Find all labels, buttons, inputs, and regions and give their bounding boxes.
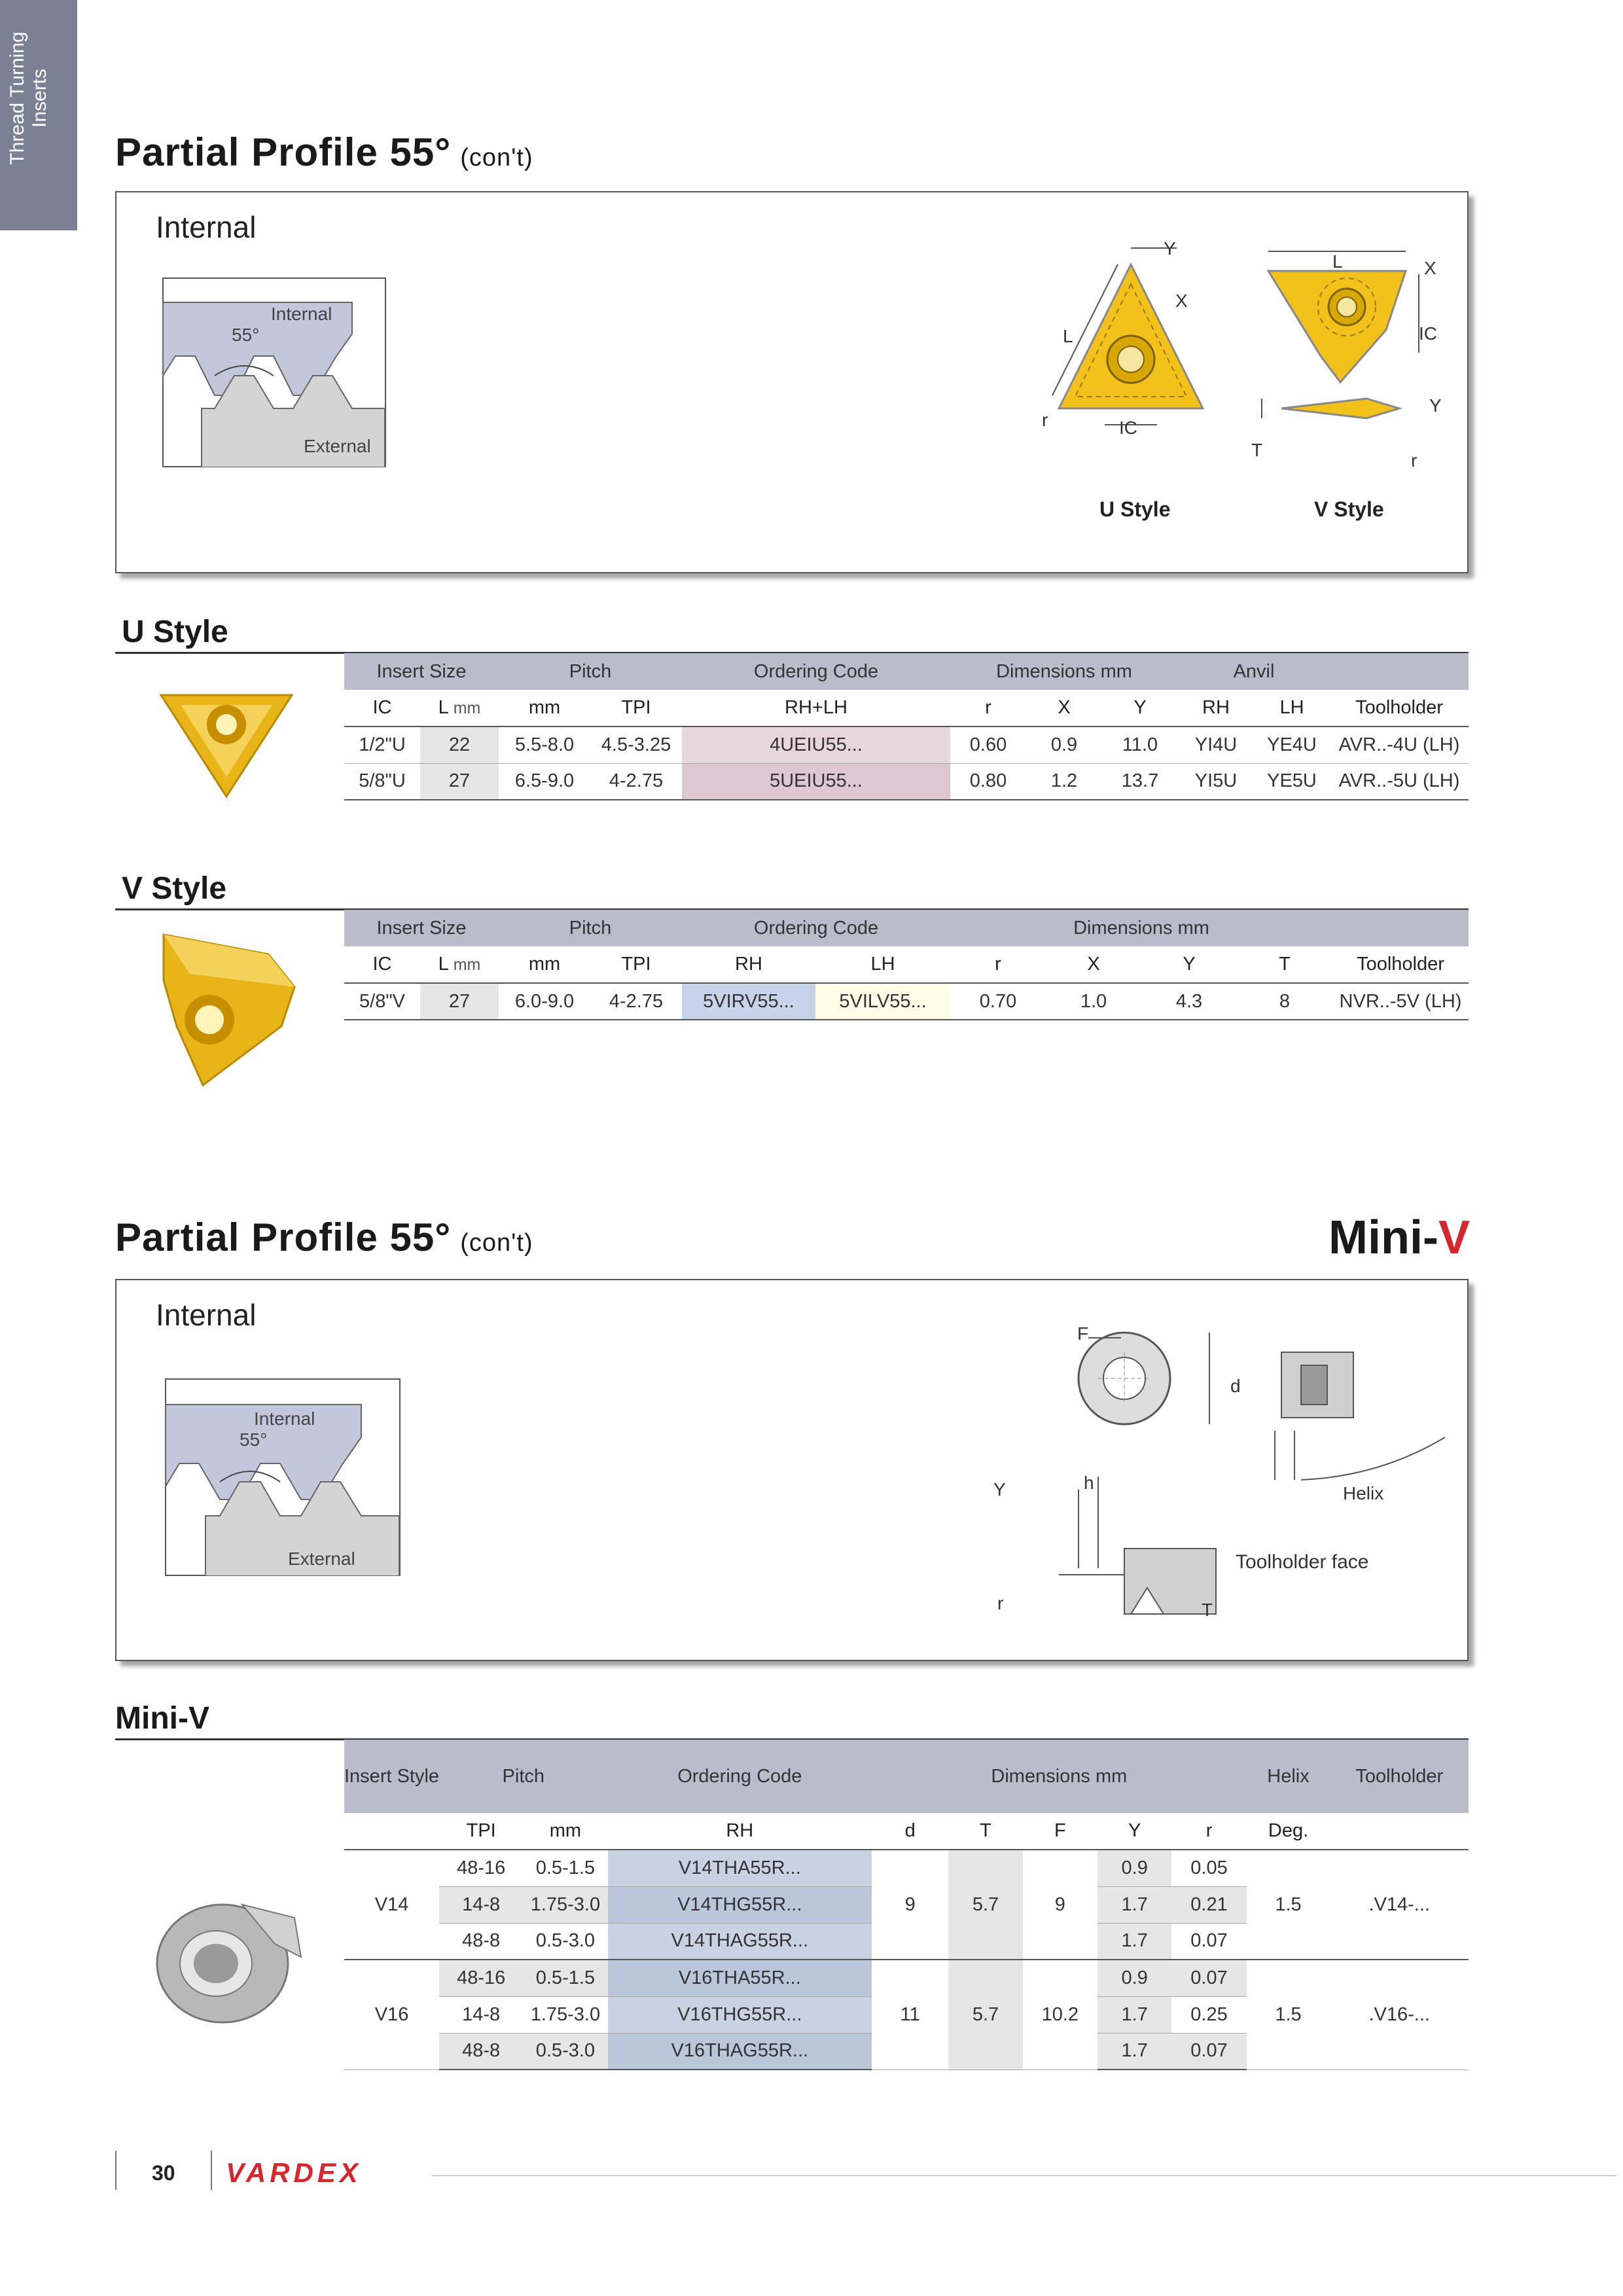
dim-label-h: h [1084,1473,1094,1493]
panel-title-2: Internal [156,1298,257,1332]
mv-hdr-helix: Helix [1247,1740,1330,1813]
v-col-y: Y [1141,946,1237,983]
mini-v-top-view-diagram [1033,1326,1242,1431]
mini-v-heading: Mini-V [115,1701,209,1736]
footer-divider-left [115,2151,116,2190]
u-col-mm: mm [499,690,590,726]
u-hdr-anvil: Anvil [1178,653,1330,690]
v-style-insert-image [151,928,301,1092]
u-style-heading: U Style [122,615,228,649]
table-row: V14 48-16 0.5-1.5 V14THA55R... 9 5.7 9 0.9 0.05 1.5 .V14-... [344,1850,1469,1886]
v-style-table [344,910,1469,1020]
dim-label-y-v: Y [1429,395,1442,416]
v-col-rh: RH [682,946,815,983]
profile-label-external: External [304,436,371,456]
v-col-tpi: TPI [590,946,682,983]
u-hdr-dimensions: Dimensions mm [950,653,1178,690]
panel-title: Internal [156,210,257,244]
v-style-caption: V Style [1314,497,1384,521]
mv-col-tpi: TPI [439,1813,523,1850]
sidebar-tab [0,0,77,230]
helix-indicator [1262,1431,1458,1490]
dim-label-x: X [1175,291,1188,311]
u-style-caption: U Style [1099,497,1171,521]
u-col-toolholder: Toolholder [1330,690,1469,726]
table-row: 48-8 0.5-3.0 V16THAG55R... 1.7 0.07 [344,2033,1469,2070]
footer-rule [432,2175,1616,2176]
dim-label-r: r [1042,410,1048,430]
v-col-r: r [950,946,1046,983]
mini-v-side-view-diagram [1275,1346,1366,1424]
mini-v-insert-image [144,1885,314,2029]
u-col-anvil-rh: RH [1178,690,1254,726]
mv-style-v14: V14 [344,1850,439,1960]
dim-label-r-mini: r [997,1593,1004,1613]
profile-label-angle-2: 55° [240,1429,268,1450]
mv-hdr-insert-style: Insert Style [344,1740,439,1813]
dim-label-y: Y [1164,238,1176,259]
mv-hdr-dimensions: Dimensions mm [872,1740,1246,1813]
mv-hdr-pitch: Pitch [439,1740,607,1813]
dim-label-x-v: X [1424,258,1436,278]
mv-col-t: T [948,1813,1023,1850]
v-hdr-dimensions: Dimensions mm [950,910,1332,946]
u-col-r: r [950,690,1026,726]
v-style-heading: V Style [122,871,227,906]
profile-label-internal: Internal [271,304,332,324]
u-hdr-ordering-code: Ordering Code [682,653,950,690]
mv-col-y: Y [1097,1813,1172,1850]
u-col-anvil-lh: LH [1254,690,1330,726]
u-col-x: X [1026,690,1102,726]
v-col-t: T [1237,946,1332,983]
mini-v-table [344,1740,1469,2070]
dim-label-t-v: T [1251,440,1263,460]
toolholder-face-label: Toolholder face [1236,1551,1369,1573]
mv-col-mm: mm [523,1813,607,1850]
profile-label-external-2: External [288,1549,355,1569]
table-row: 14-8 1.75-3.0 V14THG55R... 1.7 0.21 [344,1886,1469,1923]
page-number: 30 [152,2161,175,2185]
v-col-lh: LH [815,946,950,983]
profile-label-internal-2: Internal [254,1408,315,1429]
u-hdr-insert-size: Insert Size [344,653,499,690]
mv-hdr-toolholder: Toolholder [1330,1740,1469,1813]
footer-divider [211,2151,212,2190]
table-row: 5/8"U 27 6.5-9.0 4-2.75 5UEIU55... 0.80 1.2 13.7 YI5U YE5U AVR..-5U (LH) [344,763,1469,800]
dim-label-t-mini: T [1202,1600,1213,1620]
sidebar-label: Thread Turning Inserts [7,31,50,165]
mv-col-deg: Deg. [1247,1813,1330,1850]
mv-hdr-ordering-code: Ordering Code [608,1740,872,1813]
u-col-tpi: TPI [590,690,682,726]
section2-title: Partial Profile 55° (con't) [115,1215,533,1259]
v-hdr-pitch: Pitch [499,910,682,946]
table-row: 48-8 0.5-3.0 V14THAG55R... 1.7 0.07 [344,1923,1469,1960]
v-col-x: X [1046,946,1141,983]
u-col-rh-lh: RH+LH [682,690,950,726]
vardex-logo: VARDEX [226,2157,362,2188]
profile-label-angle: 55° [232,325,260,345]
mv-style-v16: V16 [344,1960,439,2070]
mv-col-rh: RH [608,1813,872,1850]
u-col-y: Y [1102,690,1178,726]
v-col-l: L mm [420,946,499,983]
dim-label-d: d [1230,1376,1241,1396]
v-hdr-ordering-code: Ordering Code [682,910,950,946]
table-row: 1/2"U 22 5.5-8.0 4.5-3.25 4UEIU55... 0.60 0.9 11.0 YI4U YE4U AVR..-4U (LH) [344,726,1469,763]
dim-label-f: F [1077,1323,1089,1344]
mv-col-r: r [1171,1813,1246,1850]
mini-v-logo: Mini-V [1329,1211,1470,1264]
u-style-insert-diagram [1033,245,1229,428]
mv-col-f: F [1023,1813,1097,1850]
dim-label-l-v: L [1332,251,1343,272]
u-hdr-pitch: Pitch [499,653,682,690]
u-col-ic: IC [344,690,420,726]
table-row: 5/8"V 27 6.0-9.0 4-2.75 5VIRV55... 5VILV55... 0.70 1.0 4.3 8 NVR..-5V (LH) [344,983,1469,1020]
v-hdr-insert-size: Insert Size [344,910,499,946]
section1-title: Partial Profile 55° (con't) [115,130,533,174]
dim-label-l: L [1063,326,1073,346]
u-style-insert-image [154,689,298,800]
dim-label-ic: IC [1119,418,1137,438]
u-style-table [344,653,1469,800]
dim-label-y-mini: Y [993,1479,1006,1499]
v-col-mm: mm [499,946,590,983]
internal-panel-1 [115,191,1469,573]
table-row: 14-8 1.75-3.0 V16THG55R... 1.7 0.25 [344,1996,1469,2033]
internal-panel-2 [115,1279,1469,1661]
mini-v-front-view-diagram [1033,1463,1229,1627]
table-row: V16 48-16 0.5-1.5 V16THA55R... 11 5.7 10.2 0.9 0.07 1.5 .V16-... [344,1960,1469,1996]
u-col-l: L mm [420,690,499,726]
dim-label-helix: Helix [1343,1483,1384,1503]
mv-col-d: d [872,1813,948,1850]
dim-label-r-v: r [1411,450,1418,471]
v-col-ic: IC [344,946,420,983]
v-col-toolholder: Toolholder [1332,946,1469,983]
dim-label-ic-v: IC [1419,323,1437,344]
